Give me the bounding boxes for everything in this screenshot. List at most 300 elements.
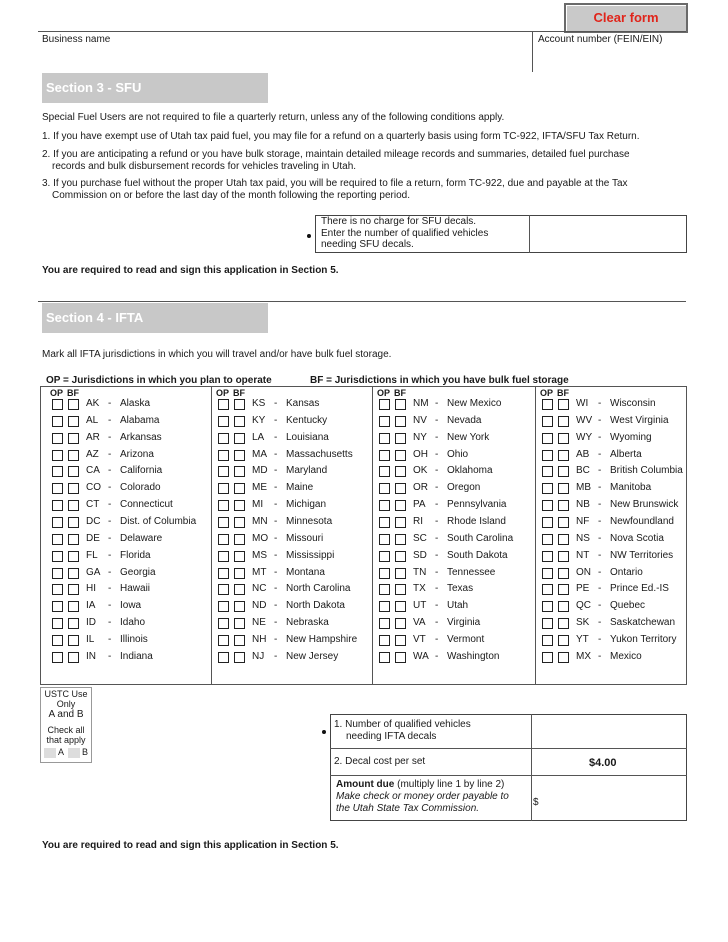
op-checkbox-md[interactable] (218, 466, 229, 477)
bf-checkbox-wi[interactable] (558, 399, 569, 410)
jurisdiction-code-vt: VT (413, 633, 426, 645)
jurisdiction-name-nc: North Carolina (286, 583, 351, 595)
op-checkbox-nt[interactable] (542, 551, 553, 562)
jurisdiction-dash: - (598, 600, 602, 612)
jurisdiction-name-ar: Arkansas (120, 431, 162, 443)
jurisdiction-dash: - (435, 617, 439, 629)
op-checkbox-nj[interactable] (218, 652, 229, 663)
grid-divider-1 (211, 386, 212, 685)
jurisdiction-name-ri: Rhode Island (447, 515, 506, 527)
bf-checkbox-qc[interactable] (558, 601, 569, 612)
bf-checkbox-yt[interactable] (558, 635, 569, 646)
op-checkbox-fl[interactable] (52, 551, 63, 562)
op-checkbox-il[interactable] (52, 635, 63, 646)
ifta-line1-label-a: 1. Number of qualified vehicles (334, 719, 471, 730)
jurisdiction-name-nm: New Mexico (447, 398, 502, 409)
bf-checkbox-ky[interactable] (234, 416, 245, 427)
jurisdiction-dash: - (435, 465, 439, 477)
sfu-vehicle-count-input[interactable] (531, 217, 685, 251)
op-checkbox-in[interactable] (52, 652, 63, 663)
bf-checkbox-ct[interactable] (68, 500, 79, 511)
header-top-rule (38, 31, 686, 32)
jurisdiction-name-pa: Pennsylvania (447, 499, 507, 511)
bf-checkbox-wy[interactable] (558, 433, 569, 444)
bf-column-header: BF (233, 388, 245, 398)
jurisdiction-dash: - (598, 465, 602, 477)
jurisdiction-name-sk: Saskatchewan (610, 617, 676, 629)
jurisdiction-dash: - (108, 566, 112, 578)
bf-checkbox-on[interactable] (558, 568, 569, 579)
op-checkbox-ne[interactable] (218, 618, 229, 629)
jurisdiction-name-ma: Massachusetts (286, 448, 353, 460)
op-checkbox-or[interactable] (379, 483, 390, 494)
jurisdiction-code-sc: SC (413, 532, 427, 544)
op-checkbox-wy[interactable] (542, 433, 553, 444)
jurisdiction-code-ia: IA (86, 600, 96, 612)
ustc-b-label: B (82, 747, 89, 757)
jurisdiction-name-yt: Yukon Territory (610, 633, 677, 645)
bf-checkbox-sc[interactable] (395, 534, 406, 545)
business-name-label: Business name (42, 34, 111, 45)
jurisdiction-code-nb: NB (576, 499, 590, 511)
section3-sign-notice: You are required to read and sign this application in Section 5. (42, 265, 339, 276)
jurisdiction-code-ar: AR (86, 431, 100, 443)
jurisdiction-name-ak: Alaska (120, 398, 151, 409)
ustc-b-checkbox[interactable] (68, 748, 80, 758)
jurisdiction-code-ca: CA (86, 465, 100, 477)
amount-due-payable-line2: the Utah State Tax Commission. (336, 803, 480, 814)
jurisdiction-code-ri: RI (413, 515, 423, 527)
op-checkbox-bc[interactable] (542, 466, 553, 477)
bf-checkbox-nd[interactable] (234, 601, 245, 612)
jurisdiction-dash: - (108, 499, 112, 511)
jurisdiction-code-co: CO (86, 482, 101, 494)
bf-checkbox-wa[interactable] (395, 652, 406, 663)
jurisdiction-dash: - (274, 515, 278, 527)
jurisdiction-dash: - (108, 617, 112, 629)
bf-column-header: BF (67, 388, 79, 398)
jurisdiction-code-id: ID (86, 617, 96, 629)
jurisdiction-dash: - (435, 515, 439, 527)
jurisdiction-name-vt: Vermont (447, 633, 485, 645)
jurisdiction-code-nd: ND (252, 600, 267, 612)
jurisdiction-name-me: Maine (286, 482, 314, 494)
op-checkbox-mn[interactable] (218, 517, 229, 528)
jurisdiction-name-in: Indiana (120, 650, 153, 662)
jurisdiction-name-la: Louisiana (286, 431, 329, 443)
jurisdiction-name-co: Colorado (120, 482, 161, 494)
bf-checkbox-tn[interactable] (395, 568, 406, 579)
op-checkbox-sd[interactable] (379, 551, 390, 562)
op-checkbox-ky[interactable] (218, 416, 229, 427)
op-checkbox-nb[interactable] (542, 500, 553, 511)
op-checkbox-ak[interactable] (52, 399, 63, 410)
bf-checkbox-nt[interactable] (558, 551, 569, 562)
ifta-decal-cost-value: $4.00 (589, 757, 617, 769)
jurisdiction-name-ky: Kentucky (286, 414, 328, 426)
section3-item2-line2: records and bulk disbursement records for vehicles traveling in Utah. (52, 161, 357, 172)
jurisdiction-code-ma: MA (252, 448, 267, 460)
jurisdiction-dash: - (108, 398, 112, 409)
bf-column-header: BF (394, 388, 406, 398)
bf-checkbox-az[interactable] (68, 450, 79, 461)
bf-checkbox-ks[interactable] (234, 399, 245, 410)
jurisdiction-code-ns: NS (576, 532, 590, 544)
jurisdiction-dash: - (435, 633, 439, 645)
bf-checkbox-mt[interactable] (234, 568, 245, 579)
bf-checkbox-ri[interactable] (395, 517, 406, 528)
jurisdiction-dash: - (108, 515, 112, 527)
bf-legend: BF = Jurisdictions in which you have bulk fuel storage (310, 375, 569, 386)
sfu-decal-line2: Enter the number of qualified vehicles (321, 227, 489, 239)
op-checkbox-nm[interactable] (379, 399, 390, 410)
jurisdiction-name-wi: Wisconsin (610, 398, 656, 409)
jurisdiction-code-al: AL (86, 414, 99, 426)
bf-checkbox-wv[interactable] (558, 416, 569, 427)
jurisdiction-dash: - (108, 532, 112, 544)
op-checkbox-ks[interactable] (218, 399, 229, 410)
op-checkbox-me[interactable] (218, 483, 229, 494)
jurisdiction-code-in: IN (86, 650, 96, 662)
jurisdiction-dash: - (274, 431, 278, 443)
jurisdiction-dash: - (598, 431, 602, 443)
jurisdiction-dash: - (435, 398, 439, 409)
jurisdiction-name-mo: Missouri (286, 532, 324, 544)
jurisdiction-code-il: IL (86, 633, 95, 645)
jurisdiction-name-mb: Manitoba (610, 482, 652, 494)
op-column-header: OP (377, 388, 391, 398)
op-checkbox-sc[interactable] (379, 534, 390, 545)
jurisdiction-dash: - (274, 617, 278, 629)
bf-checkbox-nc[interactable] (234, 584, 245, 595)
op-checkbox-ut[interactable] (379, 601, 390, 612)
op-checkbox-nh[interactable] (218, 635, 229, 646)
jurisdiction-name-ny: New York (447, 431, 490, 443)
bf-checkbox-mi[interactable] (234, 500, 245, 511)
bf-checkbox-ar[interactable] (68, 433, 79, 444)
op-checkbox-ct[interactable] (52, 500, 63, 511)
bf-checkbox-pe[interactable] (558, 584, 569, 595)
account-number-field[interactable] (534, 48, 684, 70)
bf-checkbox-ga[interactable] (68, 568, 79, 579)
jurisdiction-name-al: Alabama (120, 414, 160, 426)
bf-checkbox-il[interactable] (68, 635, 79, 646)
jurisdiction-name-il: Illinois (120, 633, 148, 645)
jurisdiction-code-pa: PA (413, 499, 426, 511)
sfu-decal-line3: needing SFU decals. (321, 239, 414, 250)
op-checkbox-ms[interactable] (218, 551, 229, 562)
jurisdiction-dash: - (435, 532, 439, 544)
op-checkbox-yt[interactable] (542, 635, 553, 646)
jurisdiction-dash: - (108, 583, 112, 595)
jurisdiction-code-dc: DC (86, 515, 101, 527)
op-checkbox-wv[interactable] (542, 416, 553, 427)
bf-checkbox-sd[interactable] (395, 551, 406, 562)
ifta-calc-rule-2 (330, 775, 687, 776)
jurisdiction-code-nm: NM (413, 398, 429, 409)
jurisdiction-dash: - (598, 650, 602, 662)
ifta-line2-label: 2. Decal cost per set (334, 756, 426, 767)
op-checkbox-va[interactable] (379, 618, 390, 629)
ustc-line1: USTC Use (44, 689, 88, 699)
bf-checkbox-md[interactable] (234, 466, 245, 477)
op-checkbox-de[interactable] (52, 534, 63, 545)
jurisdiction-code-or: OR (413, 482, 428, 494)
bf-checkbox-dc[interactable] (68, 517, 79, 528)
op-checkbox-sk[interactable] (542, 618, 553, 629)
jurisdiction-code-oh: OH (413, 448, 428, 460)
jurisdiction-dash: - (598, 398, 602, 409)
jurisdiction-code-nj: NJ (252, 650, 265, 662)
op-checkbox-mx[interactable] (542, 652, 553, 663)
op-checkbox-pa[interactable] (379, 500, 390, 511)
jurisdiction-dash: - (435, 549, 439, 561)
bf-checkbox-bc[interactable] (558, 466, 569, 477)
op-checkbox-mt[interactable] (218, 568, 229, 579)
bf-checkbox-ut[interactable] (395, 601, 406, 612)
op-checkbox-ri[interactable] (379, 517, 390, 528)
amount-due-input[interactable] (542, 778, 685, 819)
clear-form-button[interactable]: Clear form (564, 3, 688, 33)
business-name-field[interactable] (40, 48, 528, 70)
grid-divider-2 (372, 386, 373, 685)
bf-checkbox-co[interactable] (68, 483, 79, 494)
jurisdiction-code-ky: KY (252, 414, 266, 426)
jurisdiction-dash: - (435, 448, 439, 460)
bf-checkbox-la[interactable] (234, 433, 245, 444)
bf-checkbox-mb[interactable] (558, 483, 569, 494)
jurisdiction-dash: - (435, 566, 439, 578)
op-checkbox-ma[interactable] (218, 450, 229, 461)
op-checkbox-hi[interactable] (52, 584, 63, 595)
jurisdiction-code-de: DE (86, 532, 100, 544)
ifta-calc-divider (531, 714, 532, 821)
jurisdiction-code-bc: BC (576, 465, 590, 477)
op-checkbox-ia[interactable] (52, 601, 63, 612)
op-checkbox-id[interactable] (52, 618, 63, 629)
bf-checkbox-ms[interactable] (234, 551, 245, 562)
op-checkbox-al[interactable] (52, 416, 63, 427)
jurisdiction-code-me: ME (252, 482, 267, 494)
jurisdiction-dash: - (274, 465, 278, 477)
section3-title: Section 3 - SFU (42, 73, 268, 103)
jurisdiction-name-or: Oregon (447, 482, 481, 494)
bf-checkbox-tx[interactable] (395, 584, 406, 595)
jurisdiction-code-nt: NT (576, 549, 590, 561)
jurisdiction-dash: - (598, 617, 602, 629)
amount-due-label: Amount due (336, 779, 395, 790)
jurisdiction-dash: - (108, 650, 112, 662)
bf-checkbox-fl[interactable] (68, 551, 79, 562)
jurisdiction-dash: - (598, 549, 602, 561)
bf-checkbox-ca[interactable] (68, 466, 79, 477)
jurisdiction-dash: - (598, 482, 602, 494)
bf-checkbox-ak[interactable] (68, 399, 79, 410)
bf-checkbox-mx[interactable] (558, 652, 569, 663)
jurisdiction-name-nh: New Hampshire (286, 633, 358, 645)
bf-checkbox-vt[interactable] (395, 635, 406, 646)
jurisdiction-dash: - (274, 583, 278, 595)
jurisdiction-dash: - (435, 583, 439, 595)
jurisdiction-code-wa: WA (413, 650, 429, 662)
bf-checkbox-in[interactable] (68, 652, 79, 663)
jurisdiction-dash: - (274, 633, 278, 645)
op-checkbox-mi[interactable] (218, 500, 229, 511)
op-checkbox-ok[interactable] (379, 466, 390, 477)
bf-checkbox-de[interactable] (68, 534, 79, 545)
bf-checkbox-ia[interactable] (68, 601, 79, 612)
jurisdiction-name-ms: Mississippi (286, 549, 335, 561)
ustc-line4: Check all (47, 725, 85, 735)
op-checkbox-ny[interactable] (379, 433, 390, 444)
bf-checkbox-mo[interactable] (234, 534, 245, 545)
jurisdiction-dash: - (108, 482, 112, 494)
jurisdiction-code-ak: AK (86, 398, 100, 409)
section4-sign-notice: You are required to read and sign this application in Section 5. (42, 840, 339, 851)
bf-checkbox-hi[interactable] (68, 584, 79, 595)
op-checkbox-ga[interactable] (52, 568, 63, 579)
ifta-vehicle-count-input[interactable] (533, 716, 685, 746)
bf-checkbox-ab[interactable] (558, 450, 569, 461)
bf-checkbox-id[interactable] (68, 618, 79, 629)
amount-due-currency: $ (533, 797, 539, 808)
jurisdiction-dash: - (598, 566, 602, 578)
jurisdiction-name-az: Arizona (120, 448, 154, 460)
jurisdiction-dash: - (108, 431, 112, 443)
jurisdiction-name-ks: Kansas (286, 398, 320, 409)
bf-checkbox-pa[interactable] (395, 500, 406, 511)
jurisdiction-code-tx: TX (413, 583, 426, 595)
jurisdiction-name-nd: North Dakota (286, 600, 345, 612)
jurisdiction-code-ks: KS (252, 398, 266, 409)
jurisdiction-name-id: Idaho (120, 617, 146, 629)
jurisdiction-name-hi: Hawaii (120, 583, 151, 595)
bf-checkbox-or[interactable] (395, 483, 406, 494)
bf-checkbox-ne[interactable] (234, 618, 245, 629)
jurisdiction-code-ok: OK (413, 465, 428, 477)
jurisdiction-code-nc: NC (252, 583, 267, 595)
jurisdiction-dash: - (108, 633, 112, 645)
ustc-a-checkbox[interactable] (44, 748, 56, 758)
op-checkbox-tn[interactable] (379, 568, 390, 579)
jurisdiction-name-mi: Michigan (286, 499, 327, 511)
jurisdiction-dash: - (598, 583, 602, 595)
op-checkbox-tx[interactable] (379, 584, 390, 595)
jurisdiction-code-tn: TN (413, 566, 427, 578)
section4-instruction: Mark all IFTA jurisdictions in which you will travel and/or have bulk fuel storage. (42, 349, 392, 360)
jurisdiction-name-pe: Prince Ed.-IS (610, 583, 669, 595)
jurisdiction-code-mn: MN (252, 515, 268, 527)
bf-checkbox-sk[interactable] (558, 618, 569, 629)
jurisdiction-name-sc: South Carolina (447, 532, 514, 544)
bf-checkbox-nb[interactable] (558, 500, 569, 511)
jurisdiction-code-ne: NE (252, 617, 266, 629)
jurisdiction-code-pe: PE (576, 583, 590, 595)
op-checkbox-ns[interactable] (542, 534, 553, 545)
jurisdiction-dash: - (598, 448, 602, 460)
bf-checkbox-ns[interactable] (558, 534, 569, 545)
jurisdiction-code-mb: MB (576, 482, 591, 494)
op-checkbox-az[interactable] (52, 450, 63, 461)
op-checkbox-wa[interactable] (379, 652, 390, 663)
jurisdiction-dash: - (598, 499, 602, 511)
bf-checkbox-oh[interactable] (395, 450, 406, 461)
bf-checkbox-ma[interactable] (234, 450, 245, 461)
bf-column-header: BF (557, 388, 569, 398)
jurisdiction-code-mi: MI (252, 499, 264, 511)
grid-divider-3 (535, 386, 536, 685)
bf-checkbox-nv[interactable] (395, 416, 406, 427)
jurisdiction-dash: - (274, 414, 278, 426)
bf-checkbox-nh[interactable] (234, 635, 245, 646)
op-checkbox-ar[interactable] (52, 433, 63, 444)
op-checkbox-on[interactable] (542, 568, 553, 579)
jurisdiction-dash: - (274, 499, 278, 511)
op-checkbox-mo[interactable] (218, 534, 229, 545)
section3-item3-line1: 3. If you purchase fuel without the proper Utah tax paid, you will be required to file a return, form TC-922, due and payable at the Tax (42, 178, 628, 189)
ustc-line2: Only (56, 699, 76, 709)
sfu-decal-text (321, 216, 488, 251)
op-checkbox-nc[interactable] (218, 584, 229, 595)
op-checkbox-co[interactable] (52, 483, 63, 494)
bf-checkbox-va[interactable] (395, 618, 406, 629)
op-checkbox-pe[interactable] (542, 584, 553, 595)
op-checkbox-ab[interactable] (542, 450, 553, 461)
jurisdiction-dash: - (435, 499, 439, 511)
jurisdiction-code-ut: UT (413, 600, 427, 612)
jurisdiction-code-wi: WI (576, 398, 589, 409)
op-checkbox-vt[interactable] (379, 635, 390, 646)
op-checkbox-dc[interactable] (52, 517, 63, 528)
jurisdiction-name-nb: New Brunswick (610, 499, 679, 511)
op-checkbox-nv[interactable] (379, 416, 390, 427)
jurisdiction-dash: - (274, 448, 278, 460)
jurisdiction-dash: - (274, 482, 278, 494)
bf-checkbox-nj[interactable] (234, 652, 245, 663)
bf-checkbox-nm[interactable] (395, 399, 406, 410)
jurisdiction-code-wy: WY (576, 431, 593, 443)
op-checkbox-ca[interactable] (52, 466, 63, 477)
grid-top-rule (40, 386, 687, 387)
op-checkbox-oh[interactable] (379, 450, 390, 461)
ifta-amount-due (336, 779, 509, 815)
op-checkbox-nf[interactable] (542, 517, 553, 528)
bf-checkbox-mn[interactable] (234, 517, 245, 528)
ifta-line1-label-b: needing IFTA decals (346, 731, 437, 742)
bf-checkbox-me[interactable] (234, 483, 245, 494)
jurisdiction-dash: - (598, 515, 602, 527)
jurisdiction-code-nv: NV (413, 414, 427, 426)
bf-checkbox-al[interactable] (68, 416, 79, 427)
op-checkbox-mb[interactable] (542, 483, 553, 494)
op-checkbox-qc[interactable] (542, 601, 553, 612)
op-checkbox-wi[interactable] (542, 399, 553, 410)
op-checkbox-nd[interactable] (218, 601, 229, 612)
op-column-header: OP (50, 388, 64, 398)
bf-checkbox-ny[interactable] (395, 433, 406, 444)
bf-checkbox-ok[interactable] (395, 466, 406, 477)
jurisdiction-dash: - (108, 600, 112, 612)
jurisdiction-code-nf: NF (576, 515, 590, 527)
jurisdiction-name-ut: Utah (447, 600, 469, 612)
jurisdiction-name-de: Delaware (120, 532, 163, 544)
jurisdiction-dash: - (435, 482, 439, 494)
op-checkbox-la[interactable] (218, 433, 229, 444)
jurisdiction-name-wy: Wyoming (610, 431, 652, 443)
jurisdiction-code-mt: MT (252, 566, 267, 578)
jurisdiction-code-qc: QC (576, 600, 591, 612)
bf-checkbox-nf[interactable] (558, 517, 569, 528)
